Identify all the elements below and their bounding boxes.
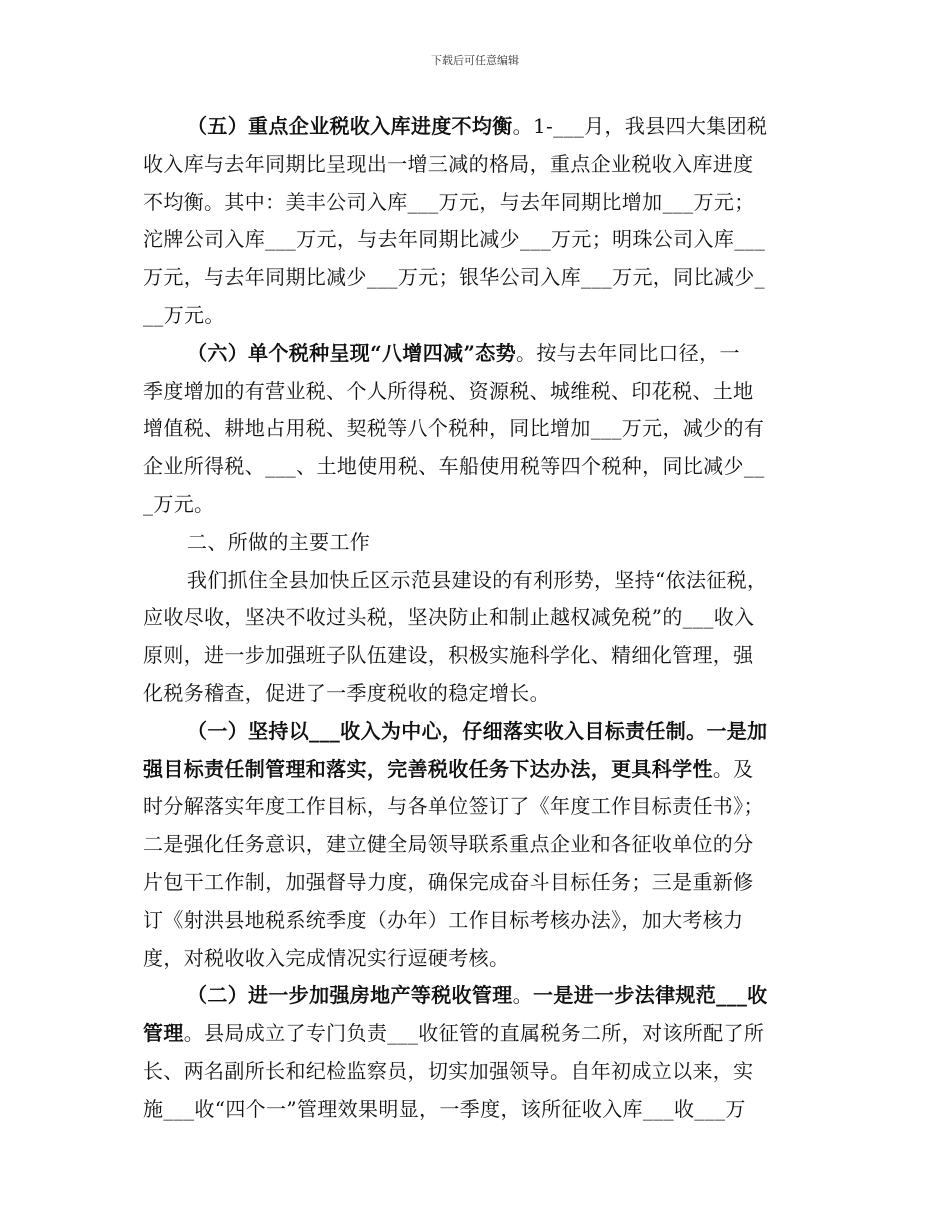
text-line [143,410,811,448]
text-line [143,826,811,864]
text-line [143,184,811,222]
document-body [143,108,811,1129]
text-line [143,675,811,713]
text-run: 订《射洪县地税系统季度（办年）工作目标考核办法》，加大考核力 [143,907,744,932]
text-line [143,1015,811,1053]
text-run: 度，对税收收入完成情况实行逗硬考核。 [143,945,510,970]
text-run: 季度增加的有营业税、个人所得税、资源税、城维税、印花税、土地 [143,378,754,403]
text-run: 化税务稽查，促进了一季度税收的稳定增长。 [143,680,550,705]
text-line [143,373,811,411]
text-run: 我们抓住全县加快丘区示范县建设的有利形势，坚持“依法征税， [187,567,768,592]
text-line [143,259,811,297]
text-run: 增值税、耕地占用税、契税等八个税种，同比增加___万元，减少的有 [143,416,765,441]
text-run: 。1-___月，我县四大集团税 [512,114,768,138]
text-line [143,977,811,1015]
text-line [143,599,811,637]
text-line [143,562,811,600]
text-run: 片包干工作制，加强督导力度，确保完成奋斗目标任务；三是重新修 [143,869,754,894]
text-line [143,297,811,335]
text-line [143,864,811,902]
text-run: 应收尽收，坚决不收过头税，坚决防止和制止越权减免税”的___收入 [143,605,755,630]
text-run: 一是进一步法律规范___收 [532,983,768,1008]
text-run: 。县局成立了专门负责___收征管的直属税务二所，对该所配了所 [183,1021,765,1046]
text-run: 长、两名副所长和纪检监察员，切实加强领导。自年初成立以来，实 [143,1058,754,1083]
text-line [143,1091,811,1129]
text-run: （一）坚持以___收入为中心，仔细落实收入目标责任制。一是加 [187,718,768,743]
text-run: 强目标责任制管理和落实，完善税收任务下达办法，更具科学性 [143,756,713,781]
text-run: （五）重点企业税收入库进度不均衡 [187,114,513,138]
text-line [143,146,811,184]
text-run: 施___收“四个一”管理效果明显，一季度，该所征收入库___收___万 [143,1096,746,1121]
text-run: __万元。 [143,302,225,327]
text-run: （二）进一步加强房地产等税收管理 [187,983,513,1008]
text-run: 。 [512,983,533,1008]
text-run: 沱牌公司入库___万元，与去年同期比减少___万元；明珠公司入库___ [143,227,766,252]
text-run: 二、所做的主要工作 [187,529,371,554]
text-run: 。按与去年同比口径，一 [515,340,740,365]
text-run: 时分解落实年度工作目标，与各单位签订了《年度工作目标责任书》； [143,794,764,819]
text-line [143,335,811,373]
text-run: 原则，进一步加强班子队伍建设，积极实施科学化、精细化管理，强 [143,643,754,668]
text-run: （六）单个税种呈现“八增四减”态势 [187,340,516,365]
section-heading [143,524,811,562]
text-run: 管理 [143,1021,184,1046]
text-line [143,940,811,978]
text-run: 二是强化任务意识，建立健全局领导联系重点企业和各征收单位的分 [143,832,754,857]
text-line [143,486,811,524]
text-line [143,788,811,826]
text-run: _万元。 [143,491,215,516]
text-line [143,713,811,751]
text-line [143,108,811,146]
text-run: 不均衡。其中：美丰公司入库___万元，与去年同期比增加___万元； [143,189,755,214]
text-line [143,448,811,486]
text-line [143,1053,811,1091]
page-header: 下载后可任意编辑 [431,54,519,67]
text-line [143,637,811,675]
text-line [143,751,811,789]
text-run: 企业所得税、___、土地使用税、车船使用税等四个税种，同比减少__ [143,454,765,479]
text-run: 万元，与去年同期比减少___万元；银华公司入库___万元，同比减少_ [143,265,765,290]
text-line [143,902,811,940]
text-run: 收入库与去年同期比呈现出一增三减的格局，重点企业税收入库进度 [143,151,754,176]
text-line [143,221,811,259]
text-run: 。及 [712,756,754,781]
